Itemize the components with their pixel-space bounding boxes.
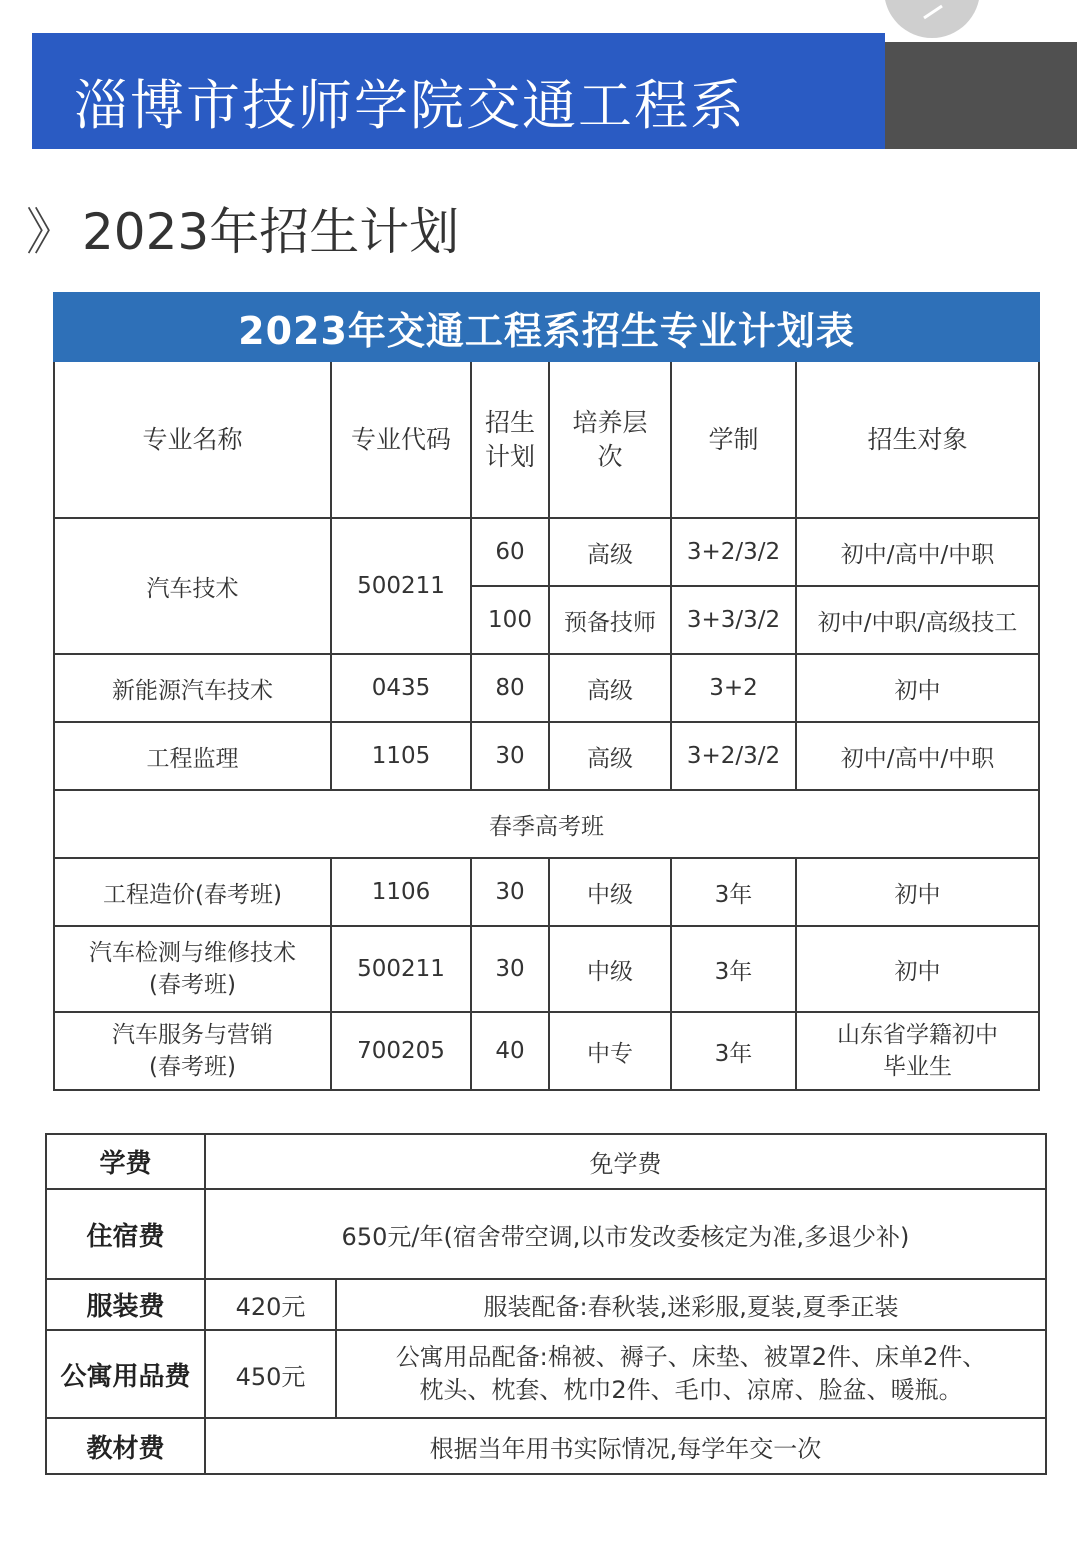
target-students: 初中 — [796, 926, 1039, 1012]
fee-label: 公寓用品费 — [46, 1330, 205, 1418]
header-code: 专业代码 — [331, 361, 471, 518]
major-code: 1106 — [331, 858, 471, 926]
target-students: 山东省学籍初中 毕业生 — [796, 1012, 1039, 1090]
duration: 3+2/3/2 — [671, 722, 796, 790]
plan-count: 30 — [471, 858, 549, 926]
table-row — [54, 722, 1039, 790]
fee-row-books — [46, 1418, 1046, 1474]
target-students: 初中/高中/中职 — [796, 518, 1039, 586]
fee-value: 根据当年用书实际情况,每学年交一次 — [205, 1418, 1046, 1474]
banner-title: 淄博市技师学院交通工程系 — [74, 74, 746, 137]
training-level: 中级 — [549, 858, 671, 926]
fee-row-apartment — [46, 1330, 1046, 1418]
fees-table — [45, 1133, 1047, 1475]
fee-value: 免学费 — [205, 1134, 1046, 1189]
major-name: 工程监理 — [54, 722, 331, 790]
spring-exam-row — [54, 790, 1039, 858]
table-header-row — [54, 361, 1039, 518]
fee-row-dorm — [46, 1189, 1046, 1279]
major-name: 汽车检测与维修技术 (春考班) — [54, 926, 331, 1012]
major-name: 汽车技术 — [54, 518, 331, 654]
header-level: 培养层 次 — [549, 361, 671, 518]
fee-amount: 450元 — [205, 1330, 336, 1418]
fee-label: 服装费 — [46, 1279, 205, 1330]
header-plan: 招生 计划 — [471, 361, 549, 518]
table-row — [54, 858, 1039, 926]
target-students: 初中 — [796, 654, 1039, 722]
arrow-icon — [922, 2, 946, 20]
fee-label: 教材费 — [46, 1418, 205, 1474]
share-button[interactable] — [884, 0, 980, 38]
major-name: 汽车服务与营销 (春考班) — [54, 1012, 331, 1090]
table-row — [54, 1012, 1039, 1090]
major-code: 500211 — [331, 518, 471, 654]
major-code: 700205 — [331, 1012, 471, 1090]
table-row — [54, 926, 1039, 1012]
plan-count: 30 — [471, 722, 549, 790]
table-caption: 2023年交通工程系招生专业计划表 — [54, 293, 1039, 361]
training-level: 中专 — [549, 1012, 671, 1090]
training-level: 预备技师 — [549, 586, 671, 654]
plan-count: 40 — [471, 1012, 549, 1090]
duration: 3+3/3/2 — [671, 586, 796, 654]
training-level: 高级 — [549, 518, 671, 586]
spring-exam-label: 春季高考班 — [54, 790, 1039, 858]
fee-label: 住宿费 — [46, 1189, 205, 1279]
fee-row-tuition — [46, 1134, 1046, 1189]
table-row — [54, 518, 1039, 586]
training-level: 高级 — [549, 654, 671, 722]
training-level: 中级 — [549, 926, 671, 1012]
double-chevron-icon: 》 — [26, 203, 76, 261]
target-students: 初中/中职/高级技工 — [796, 586, 1039, 654]
duration: 3年 — [671, 858, 796, 926]
fee-detail: 公寓用品配备:棉被、褥子、床垫、被罩2件、床单2件、 枕头、枕套、枕巾2件、毛巾、凉席、脸盆、暖瓶。 — [336, 1330, 1046, 1418]
fee-detail: 服装配备:春秋装,迷彩服,夏装,夏季正装 — [336, 1279, 1046, 1330]
target-students: 初中/高中/中职 — [796, 722, 1039, 790]
fee-row-uniform — [46, 1279, 1046, 1330]
plan-count: 60 — [471, 518, 549, 586]
duration: 3年 — [671, 926, 796, 1012]
header-banner — [32, 33, 885, 149]
fee-value: 650元/年(宿舍带空调,以市发改委核定为准,多退少补) — [205, 1189, 1046, 1279]
major-code: 1105 — [331, 722, 471, 790]
table-row — [54, 654, 1039, 722]
plan-count: 80 — [471, 654, 549, 722]
duration: 3+2/3/2 — [671, 518, 796, 586]
major-name: 工程造价(春考班) — [54, 858, 331, 926]
target-students: 初中 — [796, 858, 1039, 926]
major-code: 0435 — [331, 654, 471, 722]
section-title-text: 2023年招生计划 — [82, 203, 460, 261]
duration: 3年 — [671, 1012, 796, 1090]
enrollment-plan-table — [53, 292, 1040, 1091]
header-name: 专业名称 — [54, 361, 331, 518]
plan-count: 100 — [471, 586, 549, 654]
training-level: 高级 — [549, 722, 671, 790]
section-heading — [26, 192, 459, 264]
major-code: 500211 — [331, 926, 471, 1012]
plan-count: 30 — [471, 926, 549, 1012]
header-gray-band — [885, 42, 1077, 149]
header-target: 招生对象 — [796, 361, 1039, 518]
fee-label: 学费 — [46, 1134, 205, 1189]
fee-amount: 420元 — [205, 1279, 336, 1330]
duration: 3+2 — [671, 654, 796, 722]
header-duration: 学制 — [671, 361, 796, 518]
major-name: 新能源汽车技术 — [54, 654, 331, 722]
